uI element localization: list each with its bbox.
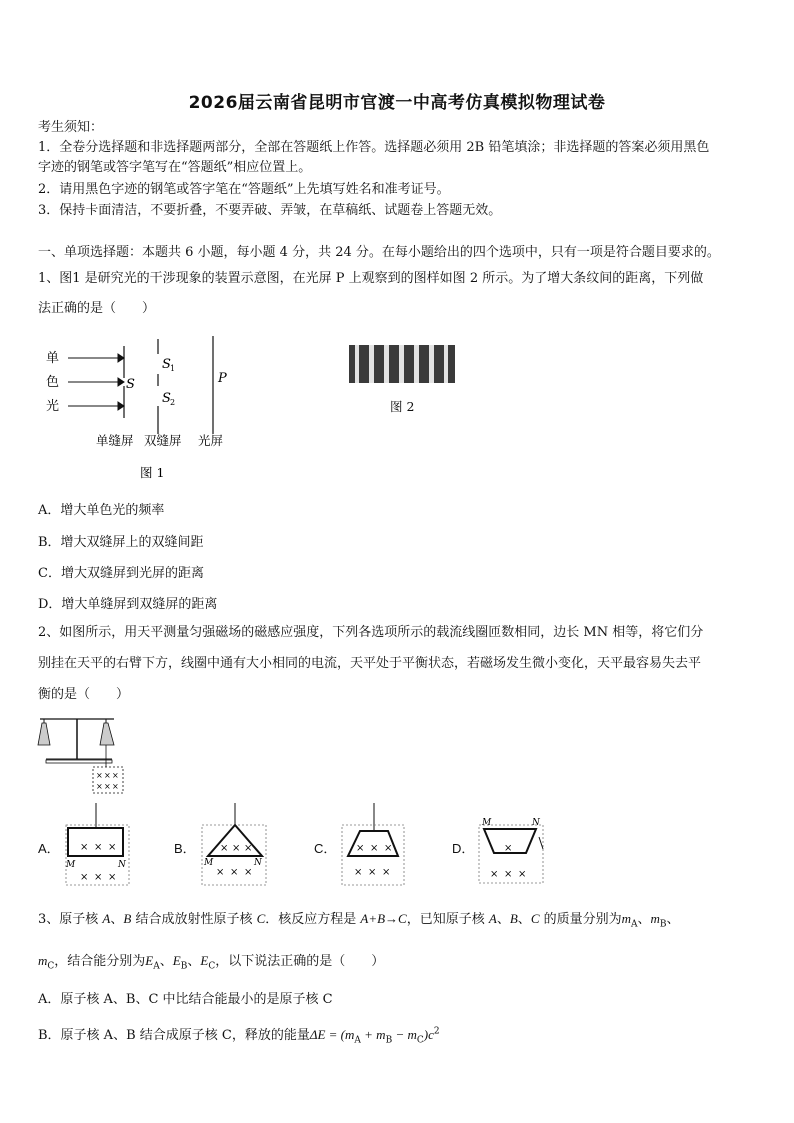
notice-item-3: 3．保持卡面清洁，不要折叠，不要弄破、弄皱，在草稿纸、试题卷上答题无效。 bbox=[38, 203, 502, 218]
notice-heading: 考生须知： bbox=[38, 120, 104, 135]
notice-item-1-line-1: 1．全卷分选择题和非选择题两部分，全部在答题纸上作答。选择题必须用 2B 铅笔填涂；非选择题的答案必须用黑色 bbox=[38, 140, 710, 155]
svg-text:×: × bbox=[356, 843, 365, 854]
svg-text:×: × bbox=[112, 771, 119, 780]
svg-text:×: × bbox=[382, 867, 391, 878]
figure-1-caption: 图 1 bbox=[140, 465, 165, 480]
notice-item-2: 2．请用黑色字迹的钢笔或答字笔在“答题纸”上先填写姓名和准考证号。 bbox=[38, 182, 450, 197]
light-char-3: 光 bbox=[46, 399, 60, 414]
svg-text:×: × bbox=[94, 872, 103, 883]
light-char-2: 色 bbox=[46, 375, 60, 390]
svg-text:×: × bbox=[108, 872, 117, 883]
svg-text:N: N bbox=[254, 858, 262, 868]
q2-option-a-coil bbox=[60, 803, 140, 887]
svg-text:N: N bbox=[532, 818, 540, 828]
svg-text:×: × bbox=[104, 771, 111, 780]
figure-1-diagram bbox=[38, 334, 248, 484]
svg-text:×: × bbox=[80, 872, 89, 883]
q1-option-d: D．增大单缝屏到双缝屏的距离 bbox=[38, 597, 218, 612]
svg-text:×: × bbox=[112, 782, 119, 791]
svg-text:×: × bbox=[384, 843, 393, 854]
q3-stem-line-2: $m_C$，结合能分别为$E_A$、$E_B$、$E_C$，以下说法正确的是（ ） bbox=[38, 953, 385, 972]
q3-option-b: B．原子核 A、B 结合成原子核 C，释放的能量$\Delta E = (m_A + m_B - m_C)c^2$ bbox=[38, 1026, 440, 1046]
svg-text:×: × bbox=[244, 843, 253, 854]
svg-text:×: × bbox=[230, 867, 239, 878]
svg-text:×: × bbox=[94, 842, 103, 853]
q2-option-a-label: A． bbox=[38, 841, 60, 856]
label-light-screen: 光屏 bbox=[198, 433, 224, 448]
q2-option-b-label: B． bbox=[174, 841, 196, 856]
svg-text:×: × bbox=[216, 867, 225, 878]
q2-stem-line-1: 2、如图所示，用天平测量匀强磁场的磁感应强度，下列各选项所示的载流线圈匝数相同，边长 MN 相等，将它们分 bbox=[38, 625, 704, 640]
q1-stem-line-1: 1、图1 是研究光的干涉现象的装置示意图，在光屏 P 上观察到的图样如图 2 所示。为了增大条纹间的距离，下列做 bbox=[38, 271, 704, 286]
label-m: M bbox=[66, 860, 76, 870]
slit-s2-sub: 2 bbox=[170, 398, 176, 407]
svg-text:×: × bbox=[108, 842, 117, 853]
svg-text:×: × bbox=[80, 842, 89, 853]
slit-s2-label: S bbox=[162, 391, 171, 406]
q3-stem-line-1: 3、原子核 A、B 结合成放射性原子核 C．核反应方程是 A+B→C，已知原子核 A、B、C 的质量分别为$m_A$、$m_B$、 bbox=[38, 911, 680, 930]
svg-text:M: M bbox=[204, 858, 214, 868]
svg-text:×: × bbox=[232, 843, 241, 854]
section-heading: 一、单项选择题：本题共 6 小题，每小题 4 分，共 24 分。在每小题给出的四个选项中，只有一项是符合题目要求的。 bbox=[38, 245, 720, 260]
svg-text:M: M bbox=[482, 818, 492, 828]
light-char-1: 单 bbox=[46, 351, 60, 366]
q1-stem-line-2: 法正确的是（ ） bbox=[38, 301, 156, 316]
notice-item-1-line-2: 字迹的钢笔或答字笔写在“答题纸”相应位置上。 bbox=[38, 160, 312, 175]
svg-text:×: × bbox=[96, 782, 103, 791]
svg-text:×: × bbox=[504, 869, 513, 880]
page-title: 2026届云南省昆明市官渡一中高考仿真模拟物理试卷 bbox=[188, 93, 606, 113]
q3-option-a: A．原子核 A、B、C 中比结合能最小的是原子核 C bbox=[38, 992, 333, 1007]
slit-s1-sub: 1 bbox=[170, 364, 176, 373]
q2-option-c-label: C． bbox=[314, 841, 337, 856]
svg-text:×: × bbox=[490, 869, 499, 880]
svg-text:×: × bbox=[518, 869, 527, 880]
label-n: N bbox=[118, 860, 126, 870]
q2-stem-line-2: 别挂在天平的右臂下方，线圈中通有大小相同的电流，天平处于平衡状态，若磁场发生微小变化，天平最容易失去平 bbox=[38, 656, 702, 671]
balance-figure bbox=[34, 715, 134, 795]
slit-s1-label: S bbox=[162, 357, 171, 372]
figure-2-fringes bbox=[349, 345, 455, 383]
screen-p-label: P bbox=[218, 371, 227, 386]
q2-option-d-label: D． bbox=[452, 841, 475, 856]
svg-text:×: × bbox=[104, 782, 111, 791]
svg-text:×: × bbox=[504, 843, 513, 854]
svg-text:×: × bbox=[370, 843, 379, 854]
slit-s-label: S bbox=[126, 377, 135, 392]
figure-2-caption: 图 2 bbox=[390, 399, 415, 414]
svg-text:×: × bbox=[220, 843, 229, 854]
q1-option-b: B．增大双缝屏上的双缝间距 bbox=[38, 535, 204, 550]
svg-text:×: × bbox=[96, 771, 103, 780]
svg-text:×: × bbox=[368, 867, 377, 878]
q2-option-d-coil bbox=[476, 815, 548, 887]
svg-text:×: × bbox=[354, 867, 363, 878]
q1-option-a: A．增大单色光的频率 bbox=[38, 503, 165, 518]
svg-text:×: × bbox=[244, 867, 253, 878]
label-double-slit: 双缝屏 bbox=[144, 433, 182, 448]
q2-option-b-coil bbox=[198, 803, 272, 887]
q2-stem-line-3: 衡的是（ ） bbox=[38, 687, 130, 702]
q2-option-c-coil bbox=[338, 803, 410, 887]
label-single-slit: 单缝屏 bbox=[96, 433, 134, 448]
q1-option-c: C．增大双缝屏到光屏的距离 bbox=[38, 566, 204, 581]
